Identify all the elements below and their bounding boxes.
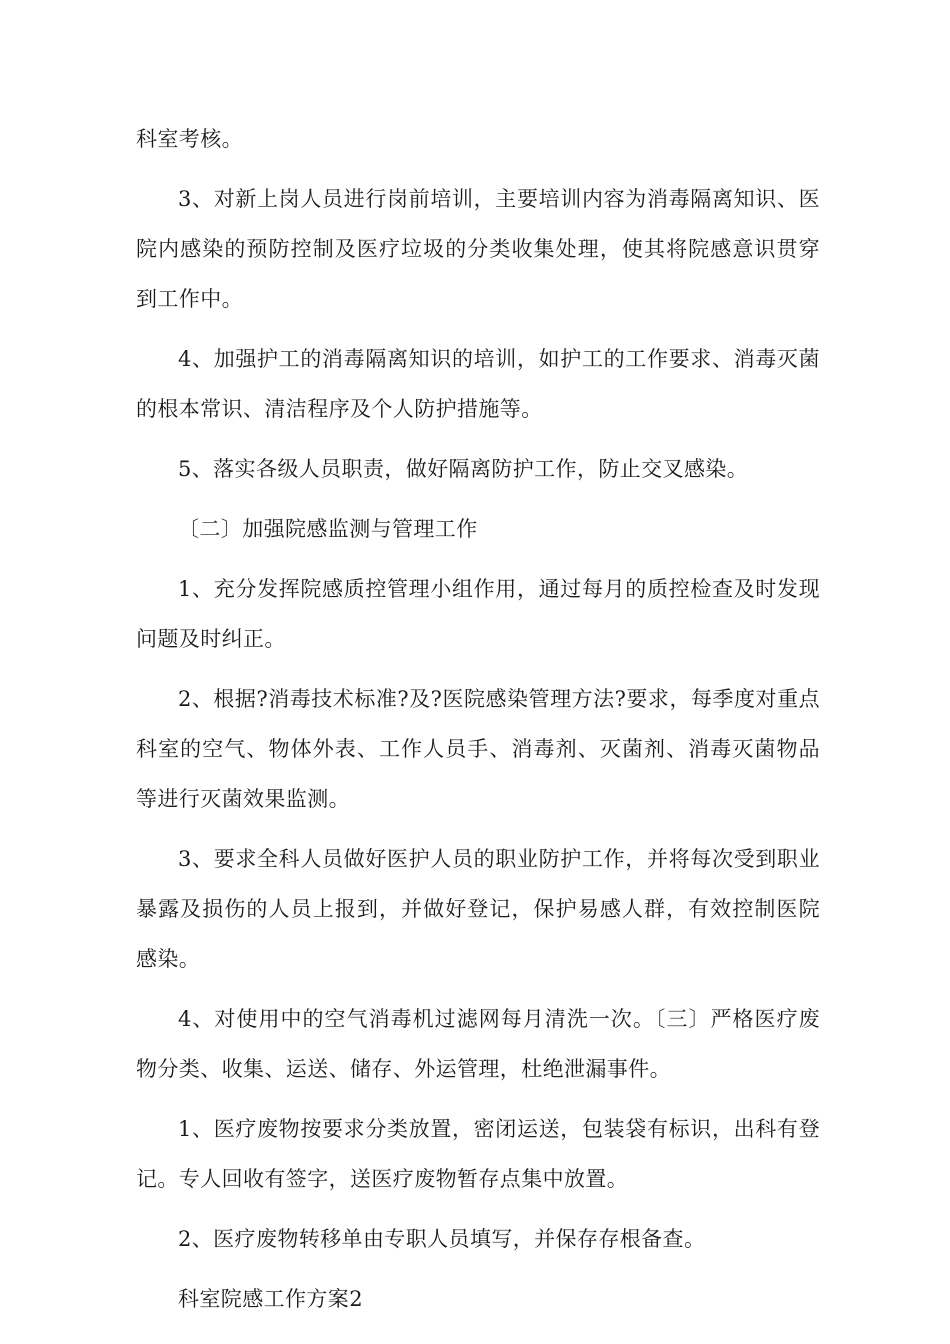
paragraph-1: 科室考核。 <box>136 127 243 151</box>
paragraph-2: 3、对新上岗人员进行岗前培训，主要培训内容为消毒隔离知识、医院内感染的预防控制及医疗垃圾的分类收集处理，使其将院感意识贯穿到工作中。 <box>136 187 820 311</box>
paragraph-8: 4、对使用中的空气消毒机过滤网每月清洗一次。〔三〕严格医疗废物分类、收集、运送、储存、外运管理，杜绝泄漏事件。 <box>136 1007 820 1081</box>
paragraph-6: 2、根据?消毒技术标准?及?医院感染管理方法?要求，每季度对重点科室的空气、物体外表、工作人员手、消毒剂、灭菌剂、消毒灭菌物品等进行灭菌效果监测。 <box>136 687 820 811</box>
paragraph-10: 2、医疗废物转移单由专职人员填写，并保存存根备查。 <box>178 1227 706 1251</box>
paragraph-9: 1、医疗废物按要求分类放置，密闭运送，包装袋有标识，出科有登记。专人回收有签字，送医疗废物暂存点集中放置。 <box>136 1117 820 1191</box>
paragraph-4: 5、落实各级人员职责，做好隔离防护工作，防止交叉感染。 <box>178 457 749 481</box>
paragraph-5: 1、充分发挥院感质控管理小组作用，通过每月的质控检查及时发现问题及时纠正。 <box>136 577 820 651</box>
document-body <box>136 114 820 1334</box>
plan-title-2: 科室院感工作方案2 <box>178 1287 363 1311</box>
paragraph-3: 4、加强护工的消毒隔离知识的培训，如护工的工作要求、消毒灭菌的根本常识、清洁程序及个人防护措施等。 <box>136 347 820 421</box>
paragraph-7: 3、要求全科人员做好医护人员的职业防护工作，并将每次受到职业暴露及损伤的人员上报到，并做好登记，保护易感人群，有效控制医院感染。 <box>136 847 820 971</box>
section-heading-2: 〔二〕加强院感监测与管理工作 <box>178 517 478 541</box>
